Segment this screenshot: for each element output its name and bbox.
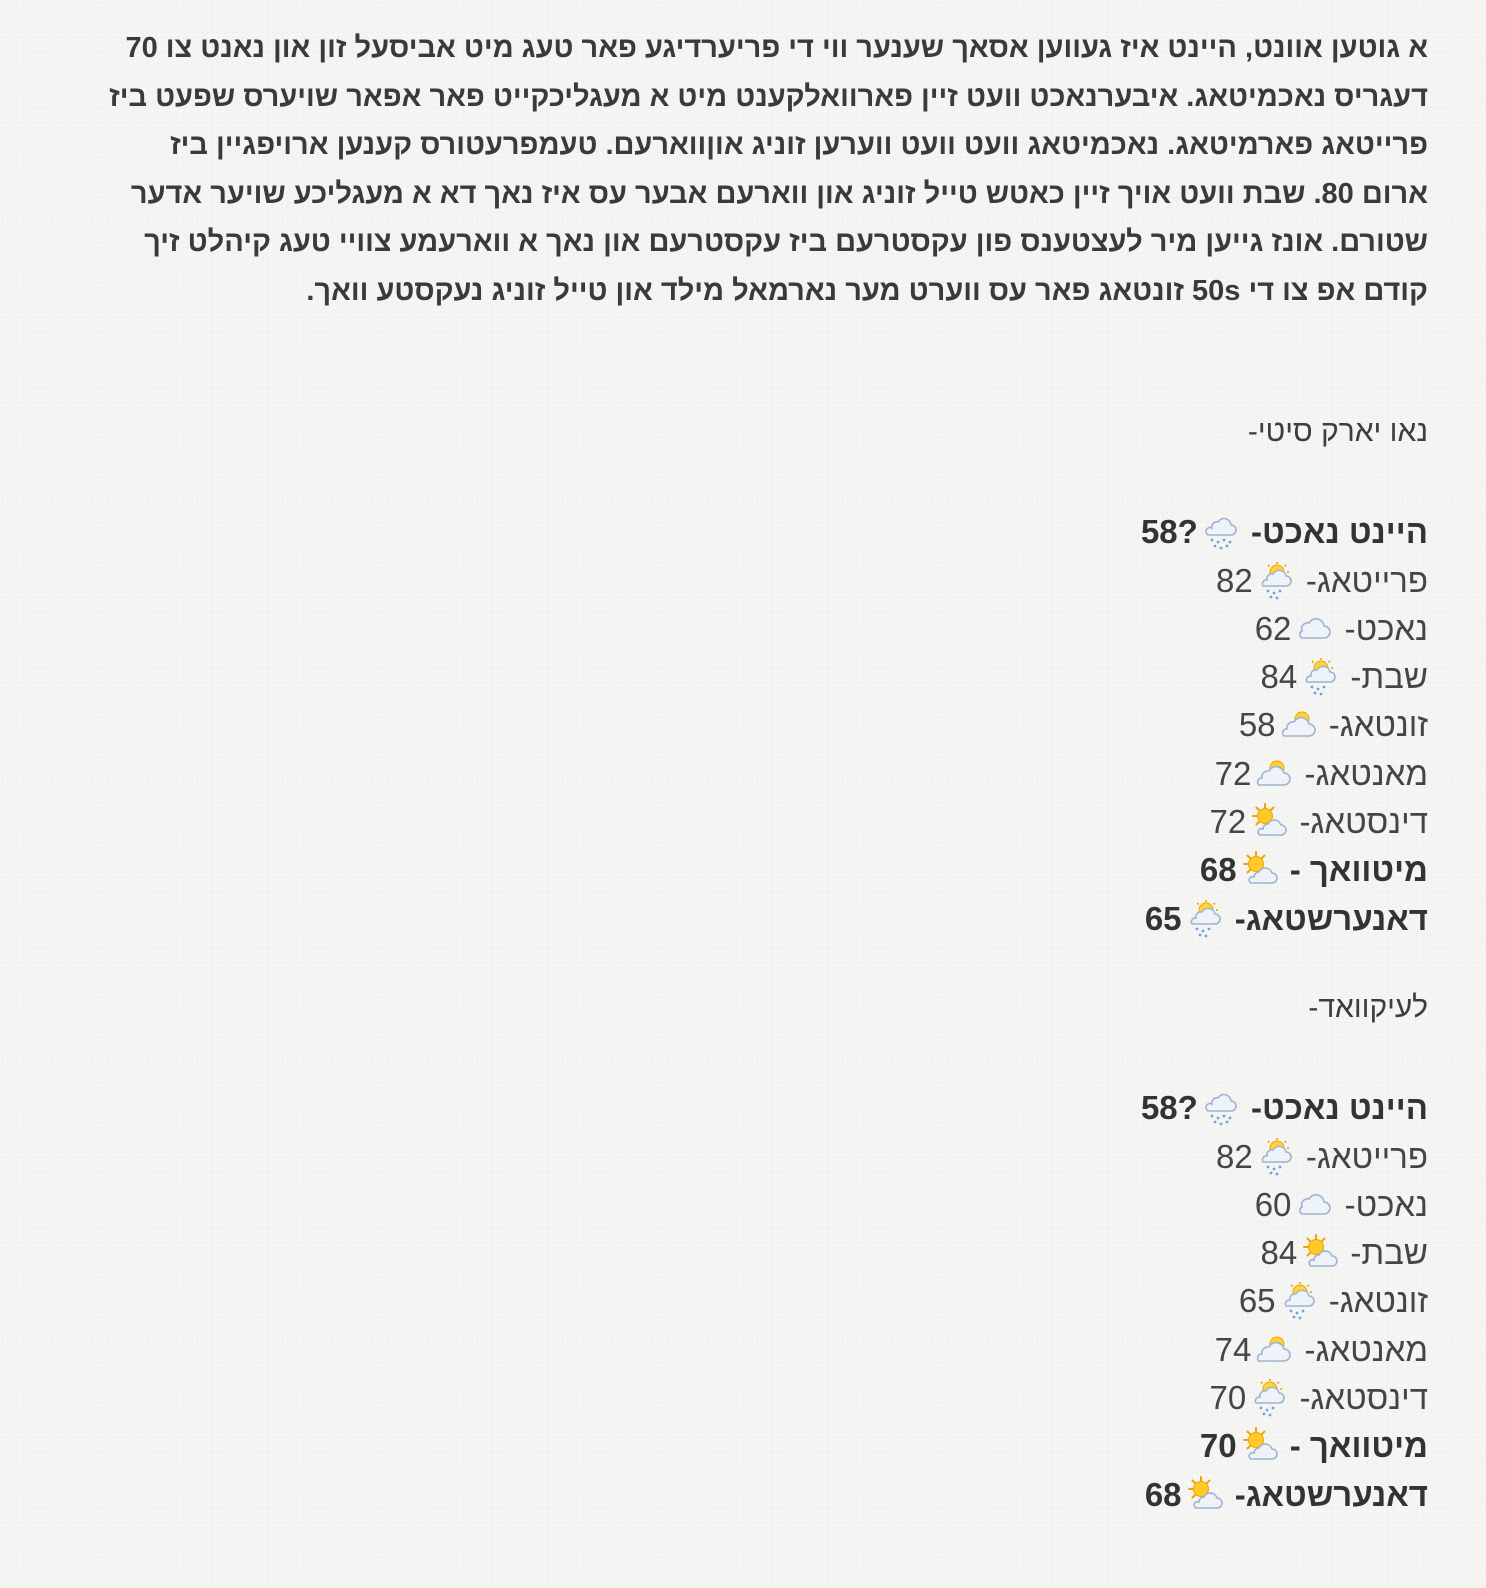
- temperature-value: 70: [1199, 1427, 1237, 1465]
- temperature-value: 68: [1144, 1475, 1182, 1513]
- sun-behind-cloud-icon: [1253, 1330, 1293, 1370]
- sun-rain-cloud-icon: [1299, 657, 1339, 697]
- temperature-value: 65: [1238, 1282, 1276, 1320]
- partly-sunny-icon: [1184, 1475, 1224, 1515]
- day-label: דינסטאג-: [1299, 803, 1428, 841]
- day-label: זונטאג-: [1328, 706, 1428, 744]
- temperature-value: 82: [1216, 1137, 1253, 1175]
- temperature-value: 60: [1254, 1185, 1292, 1223]
- partly-sunny-icon: [1299, 1233, 1339, 1273]
- day-label: נאכט-: [1344, 609, 1428, 647]
- sun-rain-cloud-icon: [1255, 561, 1295, 601]
- forecast-row: [668, 844, 1428, 892]
- forecast-row: [668, 747, 1428, 795]
- forecast-row: [668, 1468, 1428, 1516]
- forecast-row: [668, 892, 1428, 940]
- forecast-row: [668, 554, 1428, 602]
- forecast-row: [668, 603, 1428, 651]
- temperature-value: 62: [1254, 609, 1292, 647]
- day-label: היינט נאכט-: [1250, 1089, 1428, 1127]
- section-new-york-city: [668, 412, 1428, 941]
- day-label: מיטוואך -: [1289, 1427, 1428, 1465]
- day-label: מאנטאג-: [1304, 754, 1428, 792]
- temperature-value: 58?: [1140, 513, 1198, 551]
- temperature-value: 74: [1214, 1330, 1252, 1368]
- sun-behind-cloud-icon: [1278, 705, 1318, 745]
- forecast-row: [668, 1275, 1428, 1323]
- forecast-row: [668, 796, 1428, 844]
- forecast-list: [668, 1082, 1428, 1517]
- sun-rain-cloud-icon: [1278, 1281, 1318, 1321]
- partly-sunny-icon: [1239, 850, 1279, 890]
- forecast-row: [668, 1082, 1428, 1130]
- temperature-value: 72: [1209, 803, 1247, 841]
- temperature-value: 72: [1214, 754, 1252, 792]
- day-label: פרייטאג-: [1305, 561, 1428, 599]
- day-label: דינסטאג-: [1299, 1379, 1428, 1417]
- rain-cloud-icon: [1200, 1088, 1240, 1128]
- day-label: נאכט-: [1344, 1185, 1428, 1223]
- rain-cloud-icon: [1200, 512, 1240, 552]
- temperature-value: 82: [1216, 561, 1253, 599]
- forecast-row: [668, 1227, 1428, 1275]
- day-label: היינט נאכט-: [1250, 513, 1428, 551]
- day-label: דאנערשטאג-: [1234, 1475, 1428, 1513]
- cloud-icon: [1293, 1185, 1333, 1225]
- day-label: מיטוואך -: [1289, 851, 1428, 889]
- forecast-row: [668, 1179, 1428, 1227]
- partly-sunny-icon: [1239, 1426, 1279, 1466]
- forecast-intro-paragraph: א גוטען אוונט, היינט איז געווען אסאך שענער ווי די פריערדיגע פאר טעג מיט אביסעל זון און נאנט צו 70 דעגריס נאכמיטאג. איבערנאכט וועט זיין פארוואלקענט מיט א מעגליכקייט פאר אפאר שויערס שפעט ביז פרייטאג פארמיטאג. נאכמיטאג וועט וועט ווערען זוניג אוןווארעם. טעמפרעטורס קענען ארויפגיין ביז ארום 80. שבת וועט אויך זיין כאטש טייל זוניג און ווארעם אבער עס איז נאך דא א מעגליכע שויער אדער שטורם. אונז גייען מיר לעצטענס פון עקסטרעם ביז עקסטרעם און נאך א ווארעמע צוויי טעג קיהלט זיך קודם אפ צו די 50s זונטאג פאר עס ווערט מער נארמאל מילד און טייל זוניג נעקסטע וואך.: [109, 32, 1428, 307]
- sun-rain-cloud-icon: [1184, 899, 1224, 939]
- forecast-row: [668, 699, 1428, 747]
- forecast-list: [668, 506, 1428, 941]
- day-label: מאנטאג-: [1304, 1330, 1428, 1368]
- day-label: זונטאג-: [1328, 1282, 1428, 1320]
- day-label: דאנערשטאג-: [1234, 899, 1428, 937]
- sun-rain-cloud-icon: [1255, 1137, 1295, 1177]
- forecast-row: [668, 1130, 1428, 1178]
- sun-behind-cloud-icon: [1253, 754, 1293, 794]
- day-label: שבת-: [1350, 1234, 1428, 1272]
- sun-rain-cloud-icon: [1248, 1378, 1288, 1418]
- forecast-row: [668, 1323, 1428, 1371]
- temperature-value: 58: [1238, 706, 1276, 744]
- temperature-value: 68: [1199, 851, 1237, 889]
- temperature-value: 84: [1260, 1234, 1298, 1272]
- city-title: נאו יארק סיטי-: [1247, 415, 1428, 448]
- temperature-value: 58?: [1140, 1089, 1198, 1127]
- day-label: שבת-: [1350, 658, 1428, 696]
- section-lakewood: [668, 988, 1428, 1517]
- forecast-row: [668, 651, 1428, 699]
- temperature-value: 65: [1144, 899, 1182, 937]
- forecast-row: [668, 1420, 1428, 1468]
- city-title: לעיקוואד-: [1308, 991, 1428, 1024]
- forecast-row: [668, 1372, 1428, 1420]
- forecast-row: [668, 506, 1428, 554]
- temperature-value: 70: [1209, 1379, 1247, 1417]
- partly-sunny-icon: [1248, 802, 1288, 842]
- day-label: פרייטאג-: [1305, 1137, 1428, 1175]
- cloud-icon: [1293, 609, 1333, 649]
- temperature-value: 84: [1260, 658, 1298, 696]
